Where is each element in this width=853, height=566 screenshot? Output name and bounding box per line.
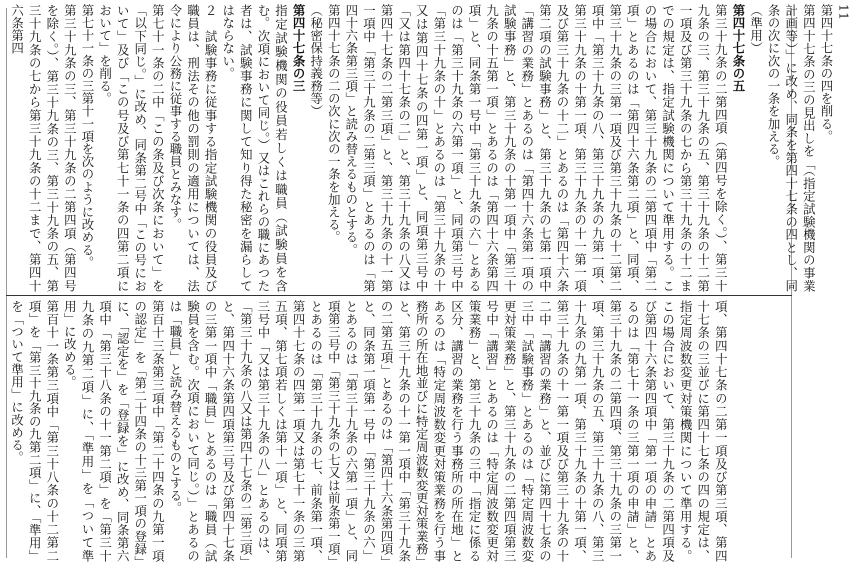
upper-vertical-text (8, 4, 853, 292)
text-paragraph: 第四十七条の三の見出しを「（指定試験機関の事業計画等）」に改め、同条を第四十七条の四とし、同条の次に次の一条を加える。 (766, 4, 817, 292)
lower-text-block (8, 300, 790, 562)
article-heading: 第四十七条の三 (291, 4, 307, 93)
text-paragraph: 第百十一条第三項中「第三十八条の十二第二項」を「第三十九条の九第二項」に、「準用」を「ついて準用」に改める。 (9, 300, 60, 562)
upper-text-block (8, 4, 852, 292)
text-paragraph: （準用） (748, 4, 764, 55)
section-divider (6, 295, 792, 296)
text-paragraph: 第七十一条の三第十一項を次のように改める。 (79, 4, 95, 269)
text-paragraph: 第三十九条の二第四項（第四号を除く。）、第三十九条の三、第三十九条の五、第三十九条の十二第一項及び第三十九条の七から第三十九条の十二までの規定は、指定試験機関について準用する。この場合において、第三十九条の二第四項中「第二項」とあるのは「第四十六条第二項」と、同項、第三十九条の三第一項及び第三十九条の十二第二項中「第三十九条の八、第三十九条の九第一項、第三十九条の十第一項、第三十九条の十一第一項及び第三十九条の十二」とあるのは「第四十六条第二項の試験事務」と、第三十九条の七第一項中「講習の業務」とあるのは「第四十六条第一項の試験事務」と、第三十九条の十第一項中「第三十九条の十五第一項」とあるのは「第四十六条第四項」と、同条第一号中「第三十九条の六」とあるのは「第三十九条の六第一項」と、同項第三号中「第三十九条の十」とあるのは「第三十九条の十又は第四十七条の四第一項」と、同項第三号中「又は第四十七条の二」と、第三十九条の八又は第四十七条の二第三項」と、第三十九条の十一第一項中「第三十九条の二第三項」とあるのは「第四十六条第三項」と読み替えるものとする。 (343, 4, 729, 292)
text-paragraph: ２ 試験事務に従事する指定試験機関の役員及び職員は、刑法その他の罰則の適用については、法令により公務に従事する職員とみなす。 (167, 4, 219, 292)
page-frame-left (6, 8, 7, 558)
text-paragraph: （秘密保持義務等） (308, 4, 324, 118)
text-paragraph: 第四十七条の四を削る。 (818, 4, 834, 143)
text-paragraph: 第三十九条の三、第三十九条の二第四項（第四号を除く。）、第三十九条の三、第三十九条の五、第三十九条の七から第三十九条の十二まで、第四十六条第四 (9, 4, 78, 292)
lower-vertical-text (8, 300, 729, 562)
text-paragraph: 第七十一条の二中「この条及び次条において」を「以下同じ。」に改め、同条第二号中「この号において」及び「この号及び第七十一条の四第二項において」を削る。 (97, 4, 166, 292)
text-paragraph: 項、第四十七条の二第一項及び第三項、第四十七条の三並びに第四十七条の四の規定は、指定周波数変更対策機関について準用する。この場合において、第三十九条の二第四項及び第四十六条第四項中「第一項の申請」とあるのは「第七十一条の三第一項の申請」と、第三十九条の二第四項、第三十九条の三第一項、第三十九条の五、第三十九条の八、第三十九条の九第一項、第三十九条の十第一項、第三十九条の十一第一項及び第三十九条の十二中「講習の業務」と、並びに第四十七条の三中「試験事務」とあるのは「特定周波数変更対策業務」と、第三十九条の二第四項第三号中「講習」とあるのは「特定周波数変更対策業務」と、第三十九条の三中「指定に係る区分、講習の業務を行う事務所の所在地」とあるのは「特定周波数変更対策業務を行う事務所の所在地並びに特定周波数変更対策業務」と、第三十九条の十一第一項中「第三十九条の二第五項」とあるのは「第四十六条第四項」と、同条第一項第一号中「第三十九条の六」とあるのは「第三十九条の六第一項」と、同項第三号中「第三十九条の七又は前条第一項」とあるのは「第三十九条の七、前条第一項、第四十七条の四第一項又は第七十一条の三第五項、第七項若しくは第十一項」と、同項第三号中「又は第三十九条の八」とあるのは、「第三十九条の八又は第四十七条の二第三項」と、第四十六条第四項第三号及び第四十七条の三第一項中「職員」とあるのは「職員（試験員を含む。次項において同じ。）」とあるのは「職員」と読み替えるものとする。 (167, 300, 729, 562)
page-number: 11 (836, 4, 852, 21)
text-paragraph: 第四十七条の二の次に次の一条を加える。 (326, 4, 342, 244)
text-paragraph: 第百十三条第三項中「第二十四条の九第一項の認定」を「第二十四条の十三第一項の登録」に、「認定を」を「登録を」に改め、同条第六項中「第三十八条の十一第二項」を「第三十九条の九第二項」に、「準用」を「ついて準用」に改める。 (62, 300, 166, 562)
article-heading: 第四十七条の五 (730, 4, 746, 93)
text-paragraph: 指定試験機関の役員若しくは職員（試験員を含む。次項において同じ。）又はこれらの職にあつた者は、試験事務に関して知り得た秘密を漏らしてはならない。 (220, 4, 289, 292)
